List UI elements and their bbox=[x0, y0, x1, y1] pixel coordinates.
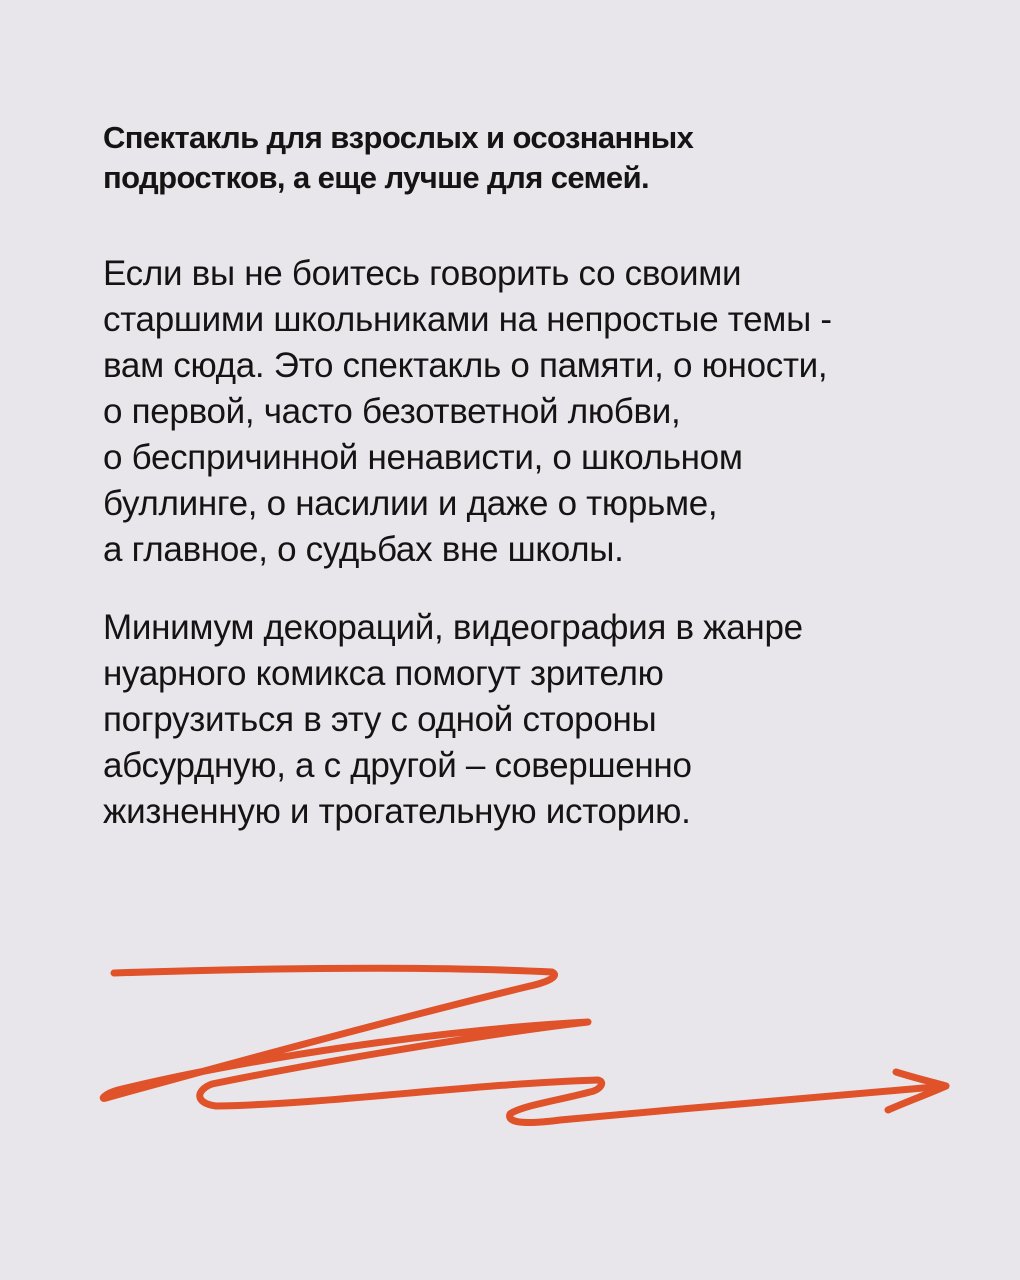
paragraph-line: Если вы не боитесь говорить со своими bbox=[103, 254, 742, 293]
paragraph-line: о первой, часто безответной любви, bbox=[103, 392, 681, 431]
paragraph-line: вам сюда. Это спектакль о памяти, о юности, bbox=[103, 346, 828, 385]
paragraph-line: старшими школьниками на непростые темы - bbox=[103, 300, 832, 339]
zigzag-stroke bbox=[103, 968, 946, 1122]
paragraph-line: жизненную и трогательную историю. bbox=[103, 792, 691, 831]
zigzag-arrow-icon bbox=[0, 940, 1020, 1160]
heading-line: Спектакль для взрослых и осознанных bbox=[103, 120, 694, 155]
description-paragraph bbox=[103, 251, 943, 573]
paragraph-line: а главное, о судьбах вне школы. bbox=[103, 530, 624, 569]
paragraph-line: буллинге, о насилии и даже о тюрьме, bbox=[103, 484, 718, 523]
paragraph-line: погрузиться в эту с одной стороны bbox=[103, 700, 657, 739]
paragraph-line: о беспричинной ненависти, о школьном bbox=[103, 438, 743, 477]
paragraph-line: абсурдную, а с другой – совершенно bbox=[103, 746, 692, 785]
paragraph-line: нуарного комикса помогут зрителю bbox=[103, 654, 664, 693]
paragraph-line: Минимум декораций, видеография в жанре bbox=[103, 608, 803, 647]
heading-line: подростков, а еще лучше для семей. bbox=[103, 160, 650, 195]
heading bbox=[103, 118, 923, 198]
staging-paragraph bbox=[103, 605, 943, 835]
